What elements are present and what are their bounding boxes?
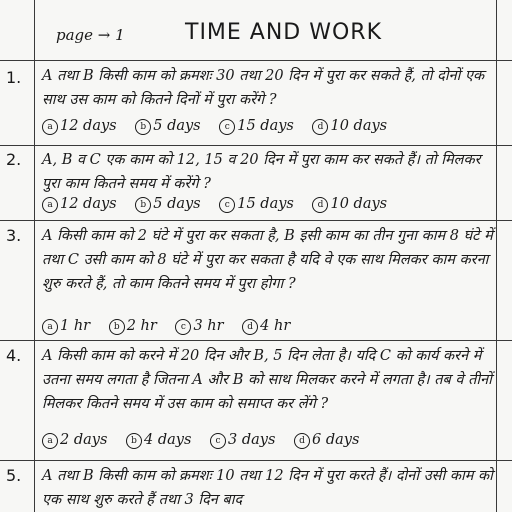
divider xyxy=(0,340,512,341)
option-text: 5 days xyxy=(153,196,201,212)
option-marker: a xyxy=(42,119,58,135)
option-marker: d xyxy=(312,197,328,213)
question-options xyxy=(42,318,494,335)
option-text: 4 hr xyxy=(260,318,291,334)
option-text: 12 days xyxy=(60,118,117,134)
option xyxy=(42,318,90,334)
option-marker: d xyxy=(242,319,258,335)
option xyxy=(294,432,359,448)
question-text: A तथा B किसी काम को क्रमशः 30 तथा 20 दिन में पुरा कर सकते हैं, तो दोनों एक साथ उस काम को कितने दिनों में पुरा करेंगे ? xyxy=(42,68,485,108)
option xyxy=(42,118,117,134)
option xyxy=(42,432,107,448)
page-number-label: page → 1 xyxy=(56,26,125,44)
divider xyxy=(0,145,512,146)
option xyxy=(312,196,387,212)
question-options xyxy=(42,196,494,213)
option-marker: b xyxy=(135,197,151,213)
option-text: 15 days xyxy=(237,196,294,212)
question-options xyxy=(42,432,494,449)
question-text: A किसी काम को करने में 20 दिन और B, 5 दिन लेता है। यदि C को कार्य करने में उतना समय लगता है जितना A और B को साथ मिलकर करने में लगता है। तब वे तीनों मिलकर कितने समय में उस काम को समाप्त कर लेंगे ? xyxy=(42,348,492,412)
option xyxy=(135,196,200,212)
option-marker: c xyxy=(210,433,226,449)
option-text: 2 hr xyxy=(126,318,157,334)
option xyxy=(42,196,117,212)
divider xyxy=(0,60,512,61)
margin-line-left xyxy=(34,0,35,512)
option-marker: b xyxy=(126,433,142,449)
option-text: 12 days xyxy=(60,196,117,212)
question-number: 4. xyxy=(6,346,22,365)
question-text: A तथा B किसी काम को क्रमशः 10 तथा 12 दिन में पुरा करते हैं। दोनों उसी काम को एक साथ शुरु करते हैं तथा 3 दिन बाद xyxy=(42,468,493,508)
divider xyxy=(0,220,512,221)
option-text: 6 days xyxy=(312,432,360,448)
option xyxy=(312,118,387,134)
option-marker: d xyxy=(294,433,310,449)
option xyxy=(242,318,290,334)
question-number: 5. xyxy=(6,466,22,485)
option-marker: b xyxy=(109,319,125,335)
option xyxy=(109,318,157,334)
option xyxy=(219,118,294,134)
question-number: 3. xyxy=(6,226,22,245)
option-marker: c xyxy=(175,319,191,335)
option-text: 2 days xyxy=(60,432,108,448)
option-marker: c xyxy=(219,119,235,135)
question-number: 1. xyxy=(6,68,22,87)
divider xyxy=(0,460,512,461)
option xyxy=(219,196,294,212)
option xyxy=(135,118,200,134)
option-text: 10 days xyxy=(330,196,388,212)
option-marker: a xyxy=(42,319,58,335)
option-text: 3 days xyxy=(228,432,276,448)
page-title: TIME AND WORK xyxy=(185,20,383,45)
option-text: 3 hr xyxy=(193,318,224,334)
option-text: 15 days xyxy=(237,118,294,134)
option-marker: b xyxy=(135,119,151,135)
option-text: 1 hr xyxy=(60,318,91,334)
option-marker: c xyxy=(219,197,235,213)
option xyxy=(175,318,223,334)
question-number: 2. xyxy=(6,150,22,169)
option-text: 4 days xyxy=(144,432,192,448)
option-marker: a xyxy=(42,197,58,213)
question-text: A किसी काम को 2 घंटे में पुरा कर सकता है, B इसी काम का तीन गुना काम 8 घंटे में तथा C उसी काम को 8 घंटे में पुरा कर सकता है यदि वे एक साथ मिलकर काम करना शुरु करते हैं, तो काम कितने समय में पुरा होगा ? xyxy=(42,228,493,292)
option-text: 10 days xyxy=(330,118,388,134)
option xyxy=(126,432,191,448)
question-options xyxy=(42,118,494,135)
option-marker: d xyxy=(312,119,328,135)
option xyxy=(210,432,275,448)
option-text: 5 days xyxy=(153,118,201,134)
option-marker: a xyxy=(42,433,58,449)
question-text: A, B व C एक काम को 12, 15 व 20 दिन में पुरा काम कर सकते हैं। तो मिलकर पुरा काम कितने समय में करेंगे ? xyxy=(42,152,481,192)
margin-line-right xyxy=(496,0,497,512)
